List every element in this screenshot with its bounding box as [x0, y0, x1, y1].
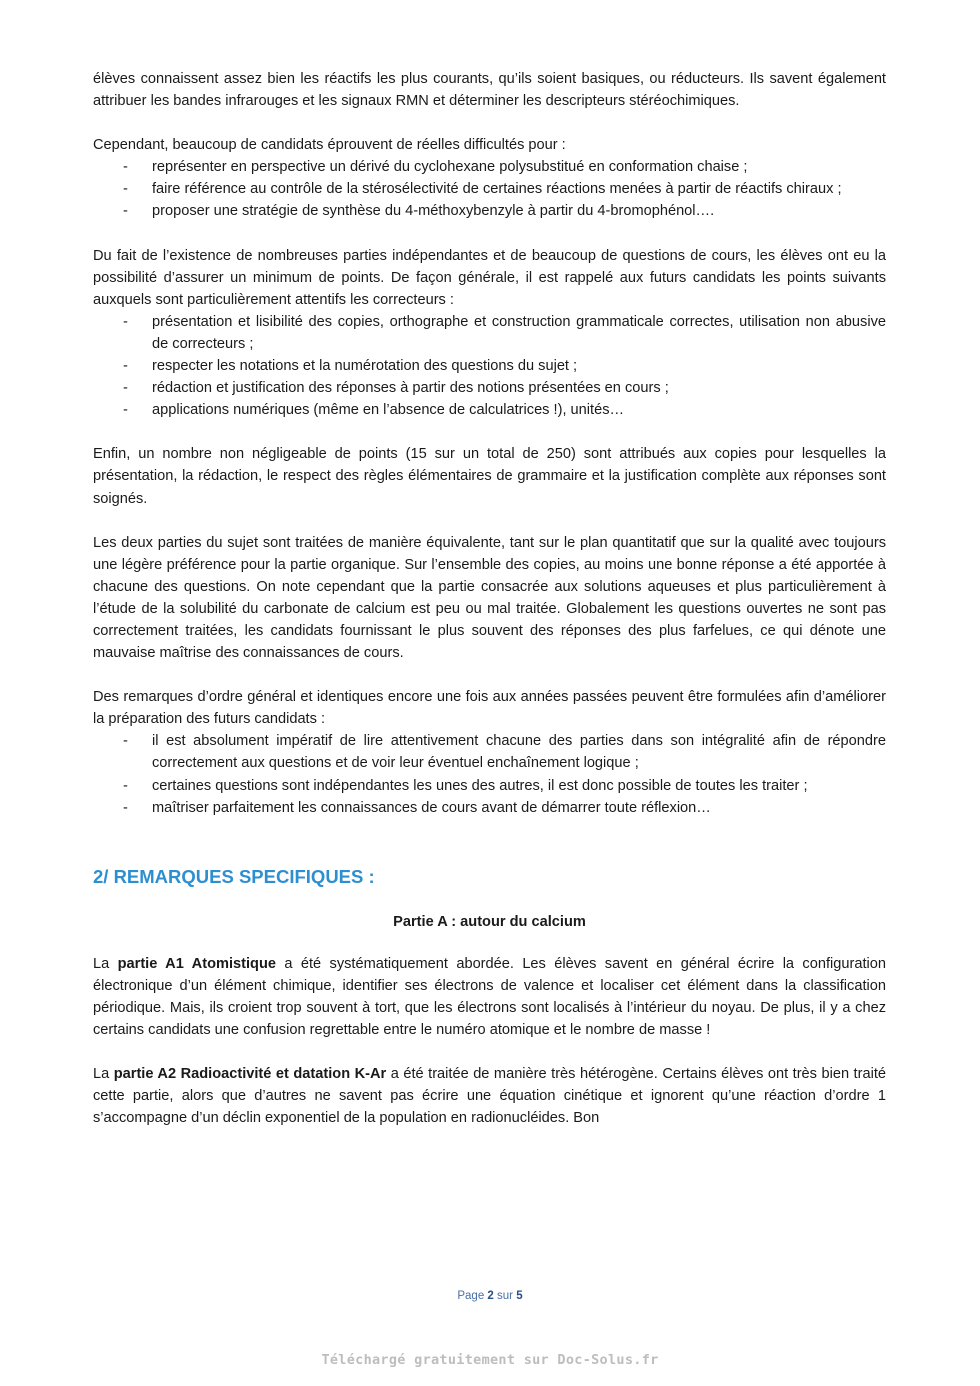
page-number: 2: [487, 1290, 494, 1302]
list-item: - rédaction et justification des réponses à partir des notions présentées en cours ;: [93, 377, 886, 399]
list-item: - présentation et lisibilité des copies, orthographe et construction grammaticale correctes, utilisation non abusive de correcteurs ;: [93, 311, 886, 355]
page-footer: Page 2 sur 5: [457, 1290, 523, 1302]
list-item: - proposer une stratégie de synthèse du 4-méthoxybenzyle à partir du 4-bromophénol….: [93, 200, 886, 222]
part-title: Partie A : autour du calcium: [393, 913, 586, 930]
correctors-points-list: [93, 311, 886, 421]
paragraph-independent-parts: Du fait de l’existence de nombreuses parties indépendantes et de beaucoup de questions de cours, les élèves ont eu la possibilité d’assurer un minimum de points. De façon générale, il est rappelé aux futurs candidats les points suivants auxquels sont particulièrement attentifs les correcteurs :: [93, 247, 886, 308]
download-watermark: Téléchargé gratuitement sur Doc-Solus.fr: [321, 1352, 659, 1368]
list-item: - maîtriser parfaitement les connaissances de cours avant de démarrer toute réflexion…: [93, 797, 886, 819]
general-remarks-list: [93, 730, 886, 818]
list-item: - faire référence au contrôle de la stérosélectivité de certaines réactions menées à partir de réactifs chiraux ;: [93, 178, 886, 200]
list-item: - respecter les notations et la numérotation des questions du sujet ;: [93, 355, 886, 377]
paragraph-difficulties: Cependant, beaucoup de candidats éprouvent de réelles difficultés pour :: [93, 137, 566, 154]
a2-bold-label: partie A2 Radioactivité et datation K-Ar: [113, 1066, 387, 1083]
paragraph-intro: élèves connaissent assez bien les réactifs les plus courants, qu’ils soient basiques, ou réducteurs. Ils savent également attribuer les bandes infrarouges et les signaux RMN et déterminer les descripteurs stéréochimiques.: [93, 71, 886, 110]
paragraph-general-remarks: Des remarques d’ordre général et identiques encore une fois aux années passées peuvent être formulées afin d’améliorer la préparation des futurs candidats :: [93, 689, 886, 728]
section-heading: 2/ REMARQUES SPECIFIQUES :: [93, 865, 375, 887]
paragraph-a2: La partie A2 Radioactivité et datation K-Ar a été traitée de manière très hétérogène. Certains élèves ont très bien traité cette partie, alors que d’autres ne savent pas écrire une équation cinétique et ignorent qu’une réaction d’ordre 1 s’accompagne d’un déclin exponentiel de la population en radionucléides. Bon: [93, 1066, 886, 1127]
paragraph-a1: La partie A1 Atomistique a été systématiquement abordée. Les élèves savent en général écrire la configuration électronique d’un élément chimique, identifier ses électrons de valence et localiser cet élément dans la classification périodique. Mais, ils croient trop souvent à tort, que les électrons sont localisés à l’intérieur du noyau. De plus, il y a chez certains candidats une confusion regrettable entre le numéro atomique et le nombre de masse !: [93, 955, 886, 1038]
document-page: [93, 68, 886, 1129]
list-item: - certaines questions sont indépendantes les unes des autres, il est donc possible de toutes les traiter ;: [93, 775, 886, 797]
list-item: - applications numériques (même en l’absence de calculatrices !), unités…: [93, 399, 886, 421]
paragraph-points: Enfin, un nombre non négligeable de points (15 sur un total de 250) sont attribués aux copies pour lesquelles la présentation, la rédaction, le respect des règles élémentaires de grammaire et la justification complète aux réponses sont soignés.: [93, 446, 886, 507]
page-total: 5: [516, 1290, 523, 1302]
list-item: - représenter en perspective un dérivé du cyclohexane polysubstitué en conformation chaise ;: [93, 156, 886, 178]
difficulties-list: [93, 156, 886, 222]
list-item: - il est absolument impératif de lire attentivement chacune des parties dans son intégralité afin de répondre correctement aux questions et de voir leur éventuel enchaînement logique ;: [93, 730, 886, 774]
a1-bold-label: partie A1 Atomistique: [117, 955, 276, 972]
paragraph-two-parts: Les deux parties du sujet sont traitées de manière équivalente, tant sur le plan quantitatif que sur la qualité avec toujours une légère préférence pour la partie organique. Sur l’ensemble des copies, au moins une bonne réponse a été apportée à chacune des questions. On note cependant que la partie consacrée aux solutions aqueuses et plus particulièrement à l’étude de la solubilité du carbonate de calcium est peu ou mal traitée. Globalement les questions ouvertes ne sont pas correctement traitées, les candidats fournissant le plus souvent des réponses des plus farfelues, ce qui dénote une mauvaise maîtrise des connaissances de cours.: [93, 534, 886, 662]
